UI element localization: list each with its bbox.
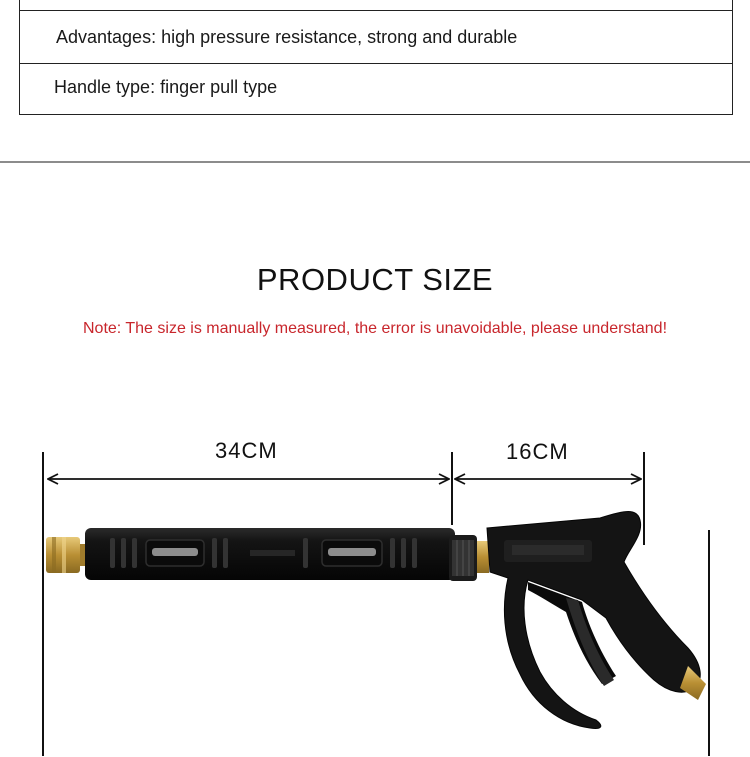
section-title: PRODUCT SIZE — [256, 262, 494, 297]
dimension-label-34cm: 34CM — [215, 438, 278, 463]
spec-advantages: Advantages: high pressure resistance, strong and durable — [56, 27, 518, 47]
dimension-label-16cm: 16CM — [506, 439, 569, 464]
spec-handle-type: Handle type: finger pull type — [54, 77, 278, 97]
measurement-note: Note: The size is manually measured, the error is unavoidable, please understand! — [82, 320, 668, 337]
trigger-gun-icon — [487, 512, 706, 729]
connector-nut-icon — [449, 535, 489, 581]
brass-coupler-icon — [46, 537, 88, 573]
extension-tube-icon — [85, 528, 455, 580]
